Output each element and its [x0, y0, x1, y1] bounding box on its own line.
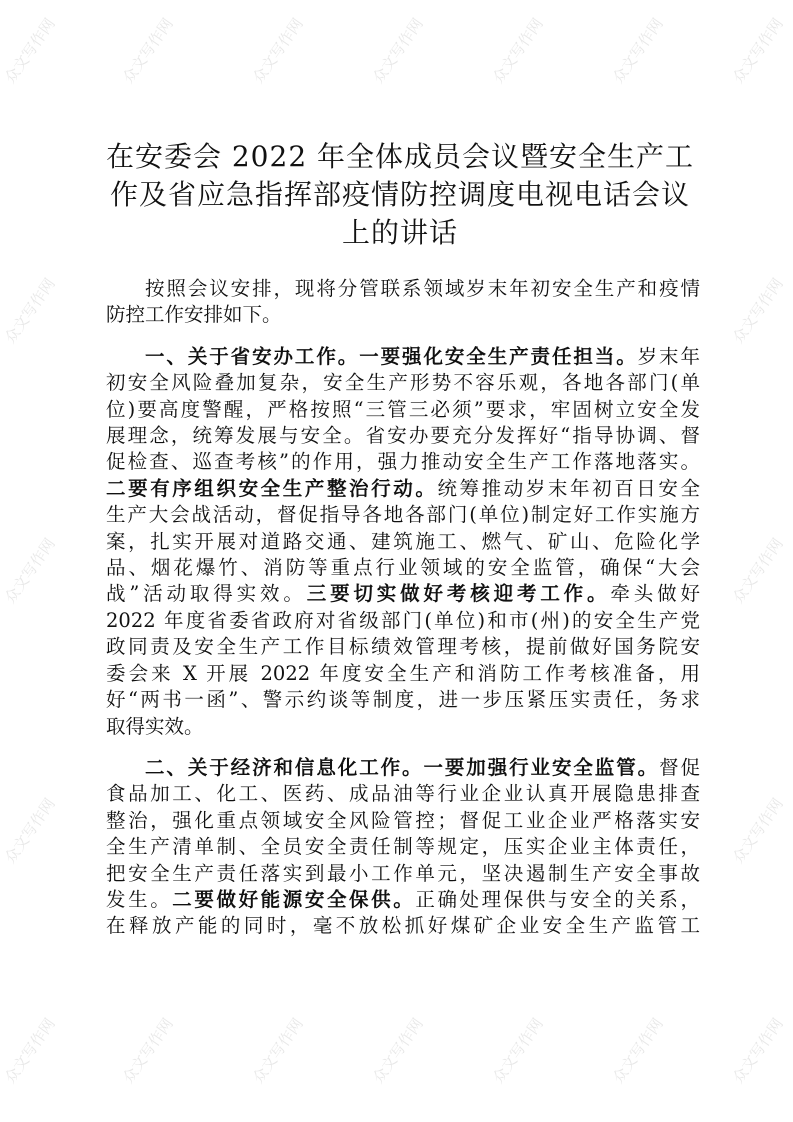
watermark-text: 众文写作网 — [369, 1014, 427, 1087]
section-1-paragraph — [106, 344, 700, 740]
bold-heading: 三要切实做好考核迎考工作。 — [306, 582, 611, 606]
watermark-text: 众文写作网 — [609, 14, 667, 87]
watermark-text: 众文写作网 — [729, 14, 787, 87]
bold-heading: 二要有序组织安全生产整治行动。 — [106, 476, 438, 500]
text-line: 案，扎实开展对道路交通、建筑施工、燃气、矿山、危险化学 — [106, 529, 700, 553]
text-line: 展理念，统筹发展与安全。省安办要充分发挥好“指导协调、督 — [106, 424, 700, 448]
text-line: 生产大会战活动，督促指导各地各部门(单位)制定好工作实施方 — [106, 503, 700, 527]
watermark-text: 众文写作网 — [1, 1014, 59, 1087]
text-line — [106, 755, 700, 781]
watermark-text: 众文写作网 — [1, 534, 59, 607]
text-line: 防控工作安排如下。 — [106, 303, 282, 327]
text-line: 在释放产能的同时，毫不放松抓好煤矿企业安全生产监管工 — [106, 914, 700, 938]
bold-heading: 一、关于省安办工作。一要强化安全生产责任担当。 — [145, 344, 638, 368]
title-line: 作及省应急指挥部疫情防控调度电视电话会议 — [109, 178, 690, 211]
text-line: 政同责及安全生产工作目标绩效管理考核，提前做好国务院安 — [106, 635, 700, 659]
text-line: 把安全生产责任落实到最小工作单元，坚决遏制生产安全事故 — [106, 861, 700, 885]
watermark-text: 众文写作网 — [489, 14, 547, 87]
text-line — [106, 887, 700, 913]
text-line: 整治，强化重点领域安全风险管控；督促工业企业严格落实安 — [106, 808, 700, 832]
bold-heading: 二要做好能源安全保供。 — [172, 887, 416, 911]
document-body — [106, 276, 700, 940]
watermark-text: 众文写作网 — [249, 14, 307, 87]
text-line: 委会来 X 开展 2022 年度安全生产和消防工作考核准备，用 — [106, 661, 700, 685]
intro-paragraph — [106, 276, 700, 329]
watermark-text: 众文写作网 — [369, 14, 427, 87]
text-line: 取得实效。 — [106, 714, 204, 738]
watermark-text: 众文写作网 — [609, 1014, 667, 1087]
text-run: 统筹推动岁末年初百日安全 — [437, 476, 700, 500]
text-line: 2022 年度省委省政府对省级部门(单位)和市(州)的安全生产党 — [106, 608, 700, 632]
text-line: 促检查、巡查考核”的作用，强力推动安全生产工作落地落实。 — [106, 450, 700, 474]
text-run: 战”活动取得实效。 — [106, 582, 307, 606]
text-line — [106, 476, 700, 502]
text-line: 食品加工、化工、医药、成品油等行业企业认真开展隐患排查 — [106, 782, 700, 806]
watermark-text: 众文写作网 — [729, 534, 787, 607]
text-line: 品、烟花爆竹、消防等重点行业领域的安全监管，确保“大会 — [106, 556, 700, 580]
text-line: 按照会议安排，现将分管联系领域岁末年初安全生产和疫情 — [145, 277, 700, 300]
watermark-text: 众文写作网 — [1, 14, 59, 87]
watermark-text: 众文写作网 — [119, 14, 177, 87]
text-run: 牵头做好 — [610, 582, 700, 606]
watermark-text: 众文写作网 — [249, 1014, 307, 1087]
title-line: 在安委会 2022 年全体成员会议暨安全生产工 — [105, 140, 695, 173]
text-line: 初安全风险叠加复杂，安全生产形势不容乐观，各地各部门(单 — [106, 371, 700, 395]
text-line: 好“两书一函”、警示约谈等制度，进一步压紧压实责任，务求 — [106, 688, 700, 712]
bold-heading: 二、关于经济和信息化工作。一要加强行业安全监管。 — [145, 755, 660, 779]
text-line — [106, 344, 700, 370]
watermark-text: 众文写作网 — [729, 274, 787, 347]
text-line — [106, 581, 700, 607]
text-run: 督促 — [659, 755, 700, 779]
text-run: 岁末年 — [637, 344, 700, 368]
text-run: 正确处理保供与安全的关系， — [415, 887, 700, 911]
title-line: 上的讲话 — [341, 216, 458, 249]
text-line: 全生产清单制、全员安全责任制等规定，压实企业主体责任， — [106, 835, 700, 859]
watermark-text: 众文写作网 — [1, 274, 59, 347]
watermark-text: 众文写作网 — [729, 794, 787, 867]
watermark-text: 众文写作网 — [729, 1014, 787, 1087]
watermark-text: 众文写作网 — [119, 1014, 177, 1087]
text-line: 位)要高度警醒，严格按照“三管三必须”要求，牢固树立安全发 — [106, 397, 700, 421]
watermark-text: 众文写作网 — [1, 794, 59, 867]
section-2-paragraph — [106, 755, 700, 940]
watermark-text: 众文写作网 — [489, 1014, 547, 1087]
text-run: 发生。 — [106, 887, 173, 911]
document-title — [100, 138, 700, 252]
